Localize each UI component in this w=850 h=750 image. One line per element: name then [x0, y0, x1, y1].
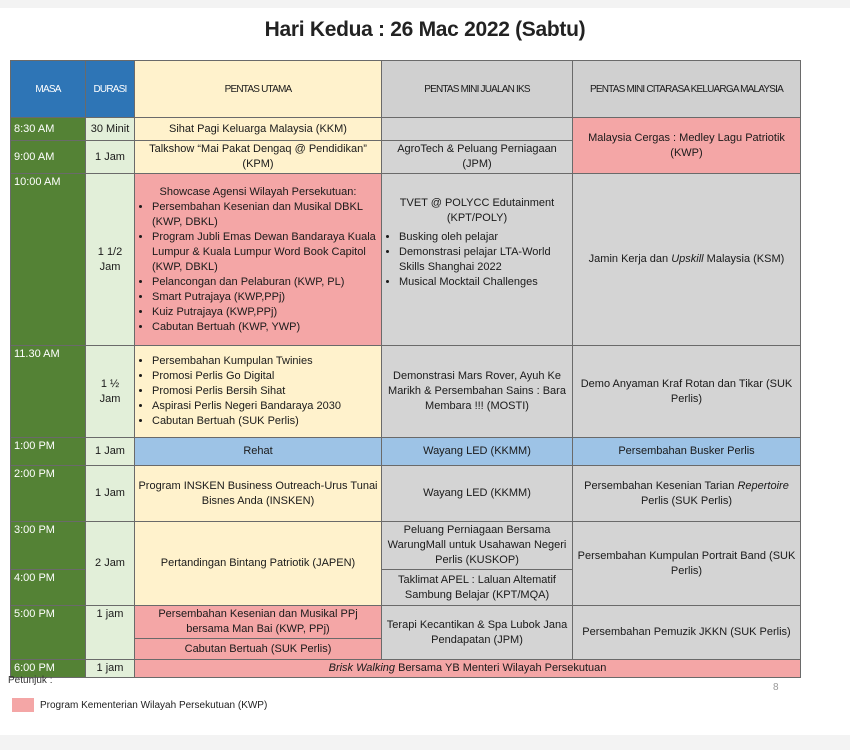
text-part-italic: Repertoire [737, 479, 789, 492]
header-pentas-citarasa: PENTAS MINI CITARASA KELUARGA MALAYSIA [573, 61, 801, 118]
table-row [11, 174, 801, 346]
duration-cell: 1 Jam [86, 466, 135, 522]
jualan-cell: Taklimat APEL : Laluan Altematif Sambung Belajar (KPT/MQA) [382, 570, 573, 606]
jualan-cell: Wayang LED (KKMM) [382, 466, 573, 522]
list-item: • Cabutan Bertuah (KWP, YWP) [152, 320, 378, 335]
text-part: Persembahan Kesenian Tarian [584, 479, 738, 492]
text-part: Bersama YB Menteri Wilayah Persekutuan [395, 662, 607, 674]
page-title: Hari Kedua : 26 Mac 2022 (Sabtu) [264, 18, 586, 41]
header-durasi: DURASI [86, 61, 135, 118]
jualan-cell: Wayang LED (KKMM) [382, 438, 573, 466]
time-cell: 10:00 AM [11, 174, 86, 346]
time-cell: 8:30 AM [11, 118, 86, 141]
time-cell: 3:00 PM [11, 522, 86, 570]
list-item: • Persembahan Kumpulan Twinies [152, 354, 378, 369]
header-pentas-jualan: PENTAS MINI JUALAN IKS [382, 61, 573, 118]
list-item: • Persembahan Kesenian dan Musikal DBKL (KWP, DBKL) [152, 200, 378, 230]
citarasa-cell: Persembahan Kumpulan Portrait Band (SUK Perlis) [573, 522, 801, 606]
utama-cell: Sihat Pagi Keluarga Malaysia (KKM) [135, 118, 382, 141]
time-cell: 5:00 PM [11, 606, 86, 660]
utama-cell: Talkshow “Mai Pakat Dengaq @ Pendidikan” (KPM) [135, 141, 382, 174]
time-cell: 1:00 PM [11, 438, 86, 466]
duration-cell: 1 Jam [86, 438, 135, 466]
page-number: 8 [773, 682, 779, 693]
utama-cell [135, 174, 382, 346]
citarasa-cell [573, 174, 801, 346]
time-cell: 11.30 AM [11, 346, 86, 438]
table-row [11, 438, 801, 466]
jualan-cell: Demonstrasi Mars Rover, Ayuh Ke Marikh & Persembahan Sains : Bara Membara !!! (MOSTI) [382, 346, 573, 438]
utama-cell: Persembahan Kesenian dan Musikal PPj bersama Man Bai (KWP, PPj) [135, 606, 382, 639]
time-cell: 9:00 AM [11, 141, 86, 174]
jualan-cell [382, 174, 573, 346]
jualan-cell: Terapi Kecantikan & Spa Lubok Jana Pendapatan (JPM) [382, 606, 573, 660]
text-part-italic: Upskill [671, 253, 704, 265]
duration-cell: 1 ½ Jam [86, 346, 135, 438]
legend-swatch [12, 698, 34, 712]
list-item: • Smart Putrajaya (KWP,PPj) [152, 290, 378, 305]
duration-cell: 2 Jam [86, 522, 135, 606]
table-row [11, 606, 801, 639]
list-item: • Kuiz Putrajaya (KWP,PPj) [152, 305, 378, 320]
utama-cell: Cabutan Bertuah (SUK Perlis) [135, 639, 382, 660]
duration-cell: 1 Jam [86, 141, 135, 174]
time-cell: 6:00 PM [11, 660, 86, 678]
header-pentas-utama: PENTAS UTAMA [135, 61, 382, 118]
utama-cell: Program INSKEN Business Outreach-Urus Tunai Bisnes Anda (INSKEN) [135, 466, 382, 522]
citarasa-cell [573, 466, 801, 522]
jualan-cell [382, 118, 573, 141]
utama-cell: Rehat [135, 438, 382, 466]
list-item: • Program Jubli Emas Dewan Bandaraya Kuala Lumpur & Kuala Lumpur Word Book Capitol (KWP, DBKL) [152, 230, 378, 275]
duration-cell: 1 jam [86, 660, 135, 678]
table-row [11, 522, 801, 570]
citarasa-cell: Malaysia Cergas : Medley Lagu Patriotik (KWP) [573, 118, 801, 174]
tvet-heading: TVET @ POLYCC Edutainment (KPT/POLY) [399, 197, 555, 224]
list-item: • Musical Mocktail Challenges [399, 275, 569, 290]
citarasa-cell: Persembahan Pemuzik JKKN (SUK Perlis) [573, 606, 801, 660]
header-row [11, 61, 801, 118]
legend-label: Program Kementerian Wilayah Persekutuan (KWP) [40, 700, 268, 711]
brisk-walking-cell [135, 660, 801, 678]
utama-cell: Pertandingan Bintang Patriotik (JAPEN) [135, 522, 382, 606]
time-cell: 2:00 PM [11, 466, 86, 522]
time-cell: 4:00 PM [11, 570, 86, 606]
utama-cell [135, 346, 382, 438]
table-row [11, 118, 801, 141]
showcase-list [138, 200, 378, 335]
text-part: Malaysia (KSM) [703, 253, 785, 265]
text-part: Jamin Kerja dan [588, 253, 672, 265]
jualan-cell: Peluang Perniagaan Bersama WarungMall untuk Usahawan Negeri Perlis (KUSKOP) [382, 522, 573, 570]
duration-cell: 1 1/2 Jam [86, 174, 135, 346]
list-item: • Aspirasi Perlis Negeri Bandaraya 2030 [152, 399, 378, 414]
tvet-list [385, 230, 569, 290]
citarasa-cell: Persembahan Busker Perlis [573, 438, 801, 466]
list-item: • Demonstrasi pelajar LTA-World Skills Shanghai 2022 [399, 245, 569, 275]
list-item: • Promosi Perlis Go Digital [152, 369, 378, 384]
perlis-list [138, 354, 378, 429]
list-item: • Busking oleh pelajar [399, 230, 569, 245]
schedule-table [10, 60, 801, 678]
text-part: Perlis (SUK Perlis) [640, 494, 733, 507]
citarasa-cell: Demo Anyaman Kraf Rotan dan Tikar (SUK Perlis) [573, 346, 801, 438]
duration-cell: 1 jam [86, 606, 135, 660]
table-row [11, 466, 801, 522]
list-item: • Cabutan Bertuah (SUK Perlis) [152, 414, 378, 429]
showcase-heading: Showcase Agensi Wilayah Persekutuan: [159, 185, 357, 198]
header-masa: MASA [11, 61, 86, 118]
text-part-italic: Brisk Walking [328, 662, 396, 674]
jualan-cell: AgroTech & Peluang Perniagaan (JPM) [382, 141, 573, 174]
list-item: • Promosi Perlis Bersih Sihat [152, 384, 378, 399]
table-row [11, 346, 801, 438]
legend-heading: Petunjuk : [8, 675, 53, 686]
duration-cell: 30 Minit [86, 118, 135, 141]
table-row [11, 660, 801, 678]
list-item: • Pelancongan dan Pelaburan (KWP, PL) [152, 275, 378, 290]
